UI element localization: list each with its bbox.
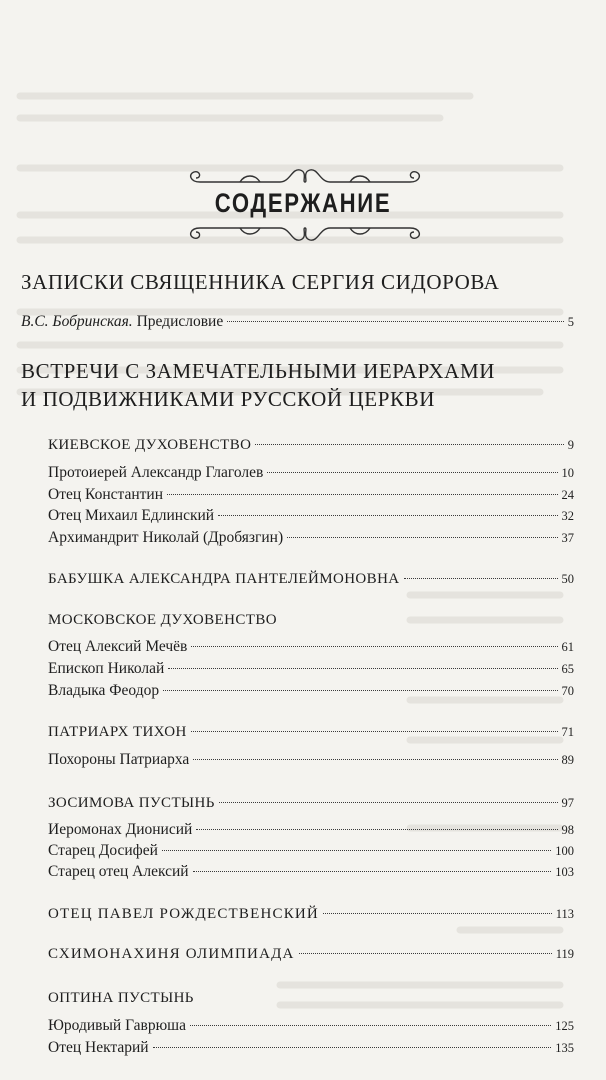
dot-leader xyxy=(255,444,563,445)
toc-page-number: 125 xyxy=(555,1019,574,1033)
dot-leader xyxy=(287,537,557,538)
preface-author: В.С. Бобринская. xyxy=(21,313,133,330)
toc-entry-label: ОПТИНА ПУСТЫНЬ xyxy=(48,990,194,1006)
toc-entry[interactable] xyxy=(48,506,574,526)
toc-page-number: 65 xyxy=(561,662,574,676)
dot-leader xyxy=(190,1025,551,1026)
toc-page-number: 135 xyxy=(555,1041,574,1055)
toc-entry-label: Похороны Патриарха xyxy=(48,751,190,768)
dot-leader xyxy=(191,646,557,647)
toc-entry-label: Отец Константин xyxy=(48,486,164,503)
toc-entry[interactable] xyxy=(48,463,574,483)
toc-page-number: 100 xyxy=(555,844,574,858)
toc-page-number: 98 xyxy=(561,823,574,837)
dot-leader xyxy=(162,850,551,851)
toc-page-number: 103 xyxy=(555,865,574,879)
toc-entry-label: Юродивый Гаврюша xyxy=(48,1017,186,1034)
dot-leader xyxy=(193,871,552,872)
dot-leader xyxy=(218,515,557,516)
part2-title-line2: И ПОДВИЖНИКАМИ РУССКОЙ ЦЕРКВИ xyxy=(21,387,435,411)
toc-entry-label: Епископ Николай xyxy=(48,660,165,677)
toc-entry-label: ЗОСИМОВА ПУСТЫНЬ xyxy=(48,795,215,811)
dot-leader xyxy=(219,802,558,803)
part1-title: ЗАПИСКИ СВЯЩЕННИКА СЕРГИЯ СИДОРОВА xyxy=(21,270,500,294)
toc-entry-label: Старец Досифей xyxy=(48,842,158,859)
dot-leader xyxy=(404,578,558,579)
toc-entry-label: Отец Алексий Мечёв xyxy=(48,638,188,655)
toc-entry-label: Архимандрит Николай (Дробязгин) xyxy=(48,529,284,546)
toc-entry[interactable] xyxy=(48,485,574,505)
dot-leader xyxy=(191,731,558,732)
toc-page-number: 24 xyxy=(561,488,574,502)
toc-page-number: 61 xyxy=(561,640,574,654)
toc-entry-label: БАБУШКА АЛЕКСАНДРА ПАНТЕЛЕЙМОНОВНА xyxy=(48,571,400,587)
toc-entry-label: МОСКОВСКОЕ ДУХОВЕНСТВО xyxy=(48,612,277,628)
toc-entry-label: СХИМОНАХИНЯ ОЛИМПИАДА xyxy=(48,946,295,962)
toc-page-number: 119 xyxy=(555,947,574,961)
toc-entry-label xyxy=(21,312,223,332)
toc-entry[interactable] xyxy=(48,944,574,964)
dot-leader xyxy=(323,913,552,914)
dot-leader xyxy=(299,953,552,954)
page-title: СОДЕРЖАНИЕ xyxy=(214,188,392,218)
toc-entry[interactable] xyxy=(48,862,574,882)
dot-leader xyxy=(168,668,557,669)
toc-entry[interactable] xyxy=(48,569,574,589)
toc-section-heading[interactable] xyxy=(48,988,574,1008)
toc-page-number: 37 xyxy=(561,531,574,545)
dot-leader xyxy=(153,1047,552,1048)
toc-page-number: 71 xyxy=(561,725,574,739)
toc-entry[interactable] xyxy=(48,820,574,840)
toc-page-number: 89 xyxy=(561,753,574,767)
toc-page-number: 32 xyxy=(561,509,574,523)
toc-entry-label: ПАТРИАРХ ТИХОН xyxy=(48,724,187,740)
toc-entry-preface[interactable] xyxy=(21,312,574,332)
dot-leader xyxy=(163,690,557,691)
toc-entry-label: Владыка Феодор xyxy=(48,682,160,699)
dot-leader xyxy=(267,472,557,473)
preface-label: Предисловие xyxy=(136,313,224,330)
dot-leader xyxy=(227,321,564,322)
toc-page-number: 5 xyxy=(567,315,574,329)
dot-leader xyxy=(193,759,557,760)
part2-title-line1: ВСТРЕЧИ С ЗАМЕЧАТЕЛЬНЫМИ ИЕРАРХАМИ xyxy=(21,359,495,383)
toc-entry[interactable] xyxy=(48,750,574,770)
dot-leader xyxy=(196,829,557,830)
toc-entry[interactable] xyxy=(48,722,574,742)
toc-entry-label: Отец Михаил Едлинский xyxy=(48,507,215,524)
toc-entry[interactable] xyxy=(48,904,574,924)
toc-entry-label: КИЕВСКОЕ ДУХОВЕНСТВО xyxy=(48,437,252,453)
toc-entry[interactable] xyxy=(48,1038,574,1058)
toc-entry[interactable] xyxy=(48,793,574,813)
toc-entry[interactable] xyxy=(48,1016,574,1036)
toc-entry[interactable] xyxy=(48,841,574,861)
toc-entry[interactable] xyxy=(48,637,574,657)
toc-entry[interactable] xyxy=(48,681,574,701)
toc-page-number: 9 xyxy=(567,438,574,452)
toc-entry[interactable] xyxy=(48,528,574,548)
toc-page-number: 70 xyxy=(561,684,574,698)
toc-page-number: 50 xyxy=(561,572,574,586)
toc-entry-label: Отец Нектарий xyxy=(48,1039,149,1056)
dot-leader xyxy=(167,494,557,495)
toc-entry-label: ОТЕЦ ПАВЕЛ РОЖДЕСТВЕНСКИЙ xyxy=(48,906,319,922)
ornament-top xyxy=(180,160,430,190)
toc-entry[interactable] xyxy=(48,659,574,679)
toc-section-heading[interactable] xyxy=(48,610,574,630)
contents-heading-block xyxy=(0,160,606,250)
toc-page-number: 97 xyxy=(561,796,574,810)
toc-page-number: 113 xyxy=(555,907,574,921)
ornament-bottom xyxy=(180,220,430,250)
toc-entry-label: Старец отец Алексий xyxy=(48,863,189,880)
toc-entry-label: Иеромонах Дионисий xyxy=(48,821,193,838)
toc-entry-label: Протоиерей Александр Глаголев xyxy=(48,464,264,481)
toc-entry[interactable] xyxy=(48,435,574,455)
toc-page-number: 10 xyxy=(561,466,574,480)
